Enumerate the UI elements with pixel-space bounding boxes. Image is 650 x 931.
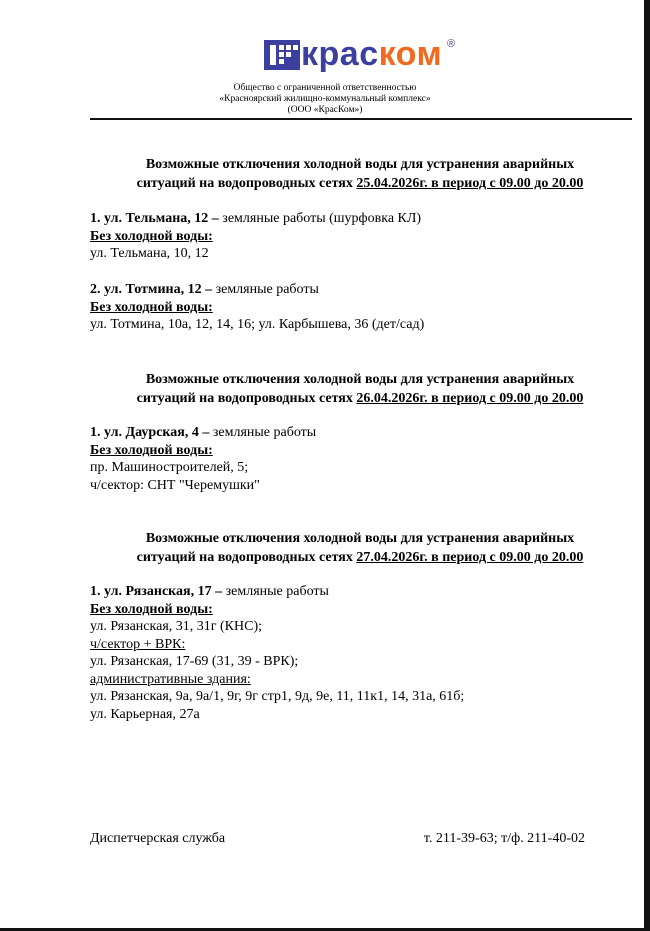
dispatch-service-label: Диспетчерская служба <box>90 831 226 846</box>
no-water-label: Без холодной воды: <box>90 299 213 315</box>
section-title-line2 <box>70 389 650 408</box>
section-date-period: 25.04.2026г. в период с 09.00 до 20.00 <box>356 176 584 191</box>
dispatch-footer <box>90 831 585 847</box>
header-divider <box>90 118 632 120</box>
dispatch-phones: т. 211-39-63; т/ф. 211-40-02 <box>423 831 585 846</box>
org-line-2: «Красноярский жилищно-коммунальный комплекс» <box>219 94 431 104</box>
org-line-3: (ООО «КрасКом») <box>287 105 363 115</box>
section-title-prefix: ситуаций на водопроводных сетях <box>136 176 357 191</box>
section-title-prefix: ситуаций на водопроводных сетях <box>136 550 357 565</box>
kraskom-logo <box>264 35 464 74</box>
section-title <box>70 529 650 567</box>
outage-item <box>90 583 464 723</box>
item-street-bold: 2. ул. Тотмина, 12 – <box>90 282 213 297</box>
affected-address: ул. Рязанская, 31, 31г (КНС); <box>90 619 262 634</box>
private-sector-address: ул. Рязанская, 17-69 (31, 39 - ВРК); <box>90 654 299 669</box>
admin-building-address: ул. Рязанская, 9а, 9а/1, 9г, 9г стр1, 9д, 9е, 11, 11к1, 14, 31а, 61б; <box>90 689 465 704</box>
item-street-bold: 1. ул. Рязанская, 17 – <box>90 584 223 599</box>
logo-wordmark-part2: ком <box>378 35 443 73</box>
section-title-prefix: ситуаций на водопроводных сетях <box>136 391 357 406</box>
affected-address: ч/сектор: СНТ "Черемушки" <box>90 477 260 493</box>
item-work-type: земляные работы <box>222 584 329 599</box>
no-water-label: Без холодной воды: <box>90 228 213 244</box>
section-title <box>70 155 650 193</box>
item-work-type: земляные работы <box>212 282 319 297</box>
item-heading <box>90 583 464 601</box>
item-heading <box>90 281 424 299</box>
section-title-line1: Возможные отключения холодной воды для устранения аварийных <box>145 531 575 546</box>
affected-address: пр. Машиностроителей, 5; <box>90 460 249 475</box>
admin-building-address: ул. Карьерная, 27а <box>90 706 200 722</box>
organization-header <box>0 83 650 116</box>
affected-address: ул. Тельмана, 10, 12 <box>90 246 209 261</box>
page-edge-right <box>644 0 650 931</box>
kraskom-logo-mark-icon <box>264 40 300 70</box>
no-water-label: Без холодной воды: <box>90 601 213 617</box>
item-work-type: земляные работы <box>209 425 317 440</box>
section-title-line1: Возможные отключения холодной воды для устранения аварийных <box>145 372 575 387</box>
private-sector-label: ч/сектор + ВРК: <box>90 636 186 652</box>
no-water-label: Без холодной воды: <box>90 442 213 458</box>
section-title-line2 <box>70 174 650 193</box>
item-street-bold: 1. ул. Тельмана, 12 – <box>90 211 219 226</box>
section-title-line1: Возможные отключения холодной воды для устранения аварийных <box>145 157 575 172</box>
section-title-line2 <box>70 548 650 567</box>
item-heading <box>90 424 316 442</box>
registered-mark: ® <box>447 38 456 50</box>
affected-address: ул. Тотмина, 10а, 12, 14, 16; ул. Карбышева, 36 (дет/сад) <box>90 317 425 332</box>
section-date-period: 26.04.2026г. в период с 09.00 до 20.00 <box>356 391 584 406</box>
outage-item <box>90 424 316 494</box>
section-title <box>70 370 650 408</box>
item-street-bold: 1. ул. Даурская, 4 – <box>90 425 210 440</box>
admin-buildings-label: административные здания: <box>90 671 251 687</box>
item-work-type: земляные работы (шурфовка КЛ) <box>218 211 422 226</box>
outage-item <box>90 210 421 263</box>
logo-wordmark-part1: крас <box>301 35 379 73</box>
outage-item <box>90 281 424 334</box>
section-date-period: 27.04.2026г. в период с 09.00 до 20.00 <box>356 550 584 565</box>
org-line-1: Общество с ограниченной ответственностью <box>233 83 417 93</box>
logo-wordmark <box>301 34 442 74</box>
item-heading <box>90 210 421 228</box>
